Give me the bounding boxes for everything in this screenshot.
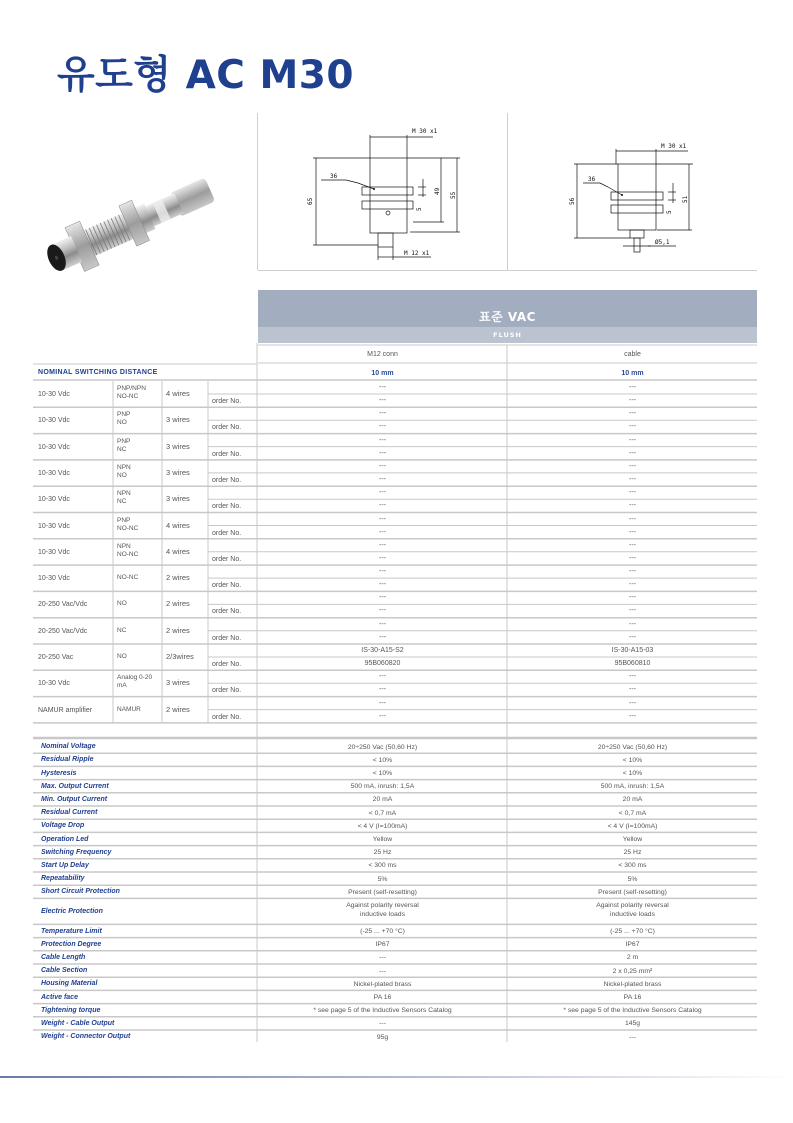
spec-label: Tightening torque xyxy=(41,1006,101,1014)
supply-voltage: 10-30 Vdc xyxy=(38,496,70,504)
model-cable: --- xyxy=(629,462,636,470)
nsd-value-cable: 10 mm xyxy=(621,370,644,377)
spec-value-connector: PA 16 xyxy=(373,994,392,1001)
supply-voltage: 10-30 Vdc xyxy=(38,575,70,583)
model-connector: --- xyxy=(379,410,386,418)
order-number-connector: --- xyxy=(379,712,386,720)
order-number-label: order No. xyxy=(212,634,242,642)
spec-value-cable: Against polarity reversal inductive loads xyxy=(596,902,669,919)
order-number-cable: --- xyxy=(629,686,636,694)
model-cable: --- xyxy=(629,384,636,391)
spec-label: Cable Length xyxy=(41,953,86,961)
spec-value-connector: 20 mA xyxy=(372,796,393,804)
order-number-connector: --- xyxy=(379,475,386,483)
dim-cable-diameter: Ø5,1 xyxy=(655,239,670,246)
supply-voltage: 10-30 Vdc xyxy=(38,522,70,530)
order-number-cable: --- xyxy=(629,449,636,457)
dim-thread: M 30 x1 xyxy=(412,128,438,135)
spec-value-connector: Against polarity reversal inductive loads xyxy=(346,902,419,919)
spec-value-connector: --- xyxy=(379,1020,386,1028)
spec-value-cable: Present (self-resetting) xyxy=(598,888,667,896)
order-number-label: order No. xyxy=(212,608,242,616)
dim-hex: 36 xyxy=(588,176,596,183)
model-connector: --- xyxy=(379,436,386,444)
spec-label: Operation Led xyxy=(41,835,89,843)
spec-label: Temperature Limit xyxy=(41,927,102,935)
order-number-cable: --- xyxy=(629,712,636,720)
output-type: NPN NO-NC xyxy=(117,542,139,558)
model-connector: --- xyxy=(379,384,386,391)
output-type: PNP NO-NC xyxy=(117,516,139,532)
output-type: PNP/NPN NO-NC xyxy=(117,385,146,400)
model-cable: IS-30-A15-03 xyxy=(611,647,654,654)
spec-label: Switching Frequency xyxy=(41,848,112,856)
spec-value-cable: Nickel-plated brass xyxy=(603,980,662,988)
model-connector: --- xyxy=(379,568,386,576)
spec-value-cable: 500 mA, inrush: 1,5A xyxy=(600,783,665,791)
wire-count: 2/3wires xyxy=(166,652,194,661)
series-band: 표준 VAC xyxy=(258,290,757,327)
spec-label: Weight - Connector Output xyxy=(41,1033,131,1041)
spec-value-cable: 25 Hz xyxy=(623,849,642,857)
nominal-switching-distance-label: NOMINAL SWITCHING DISTANCE xyxy=(38,369,158,376)
model-connector: --- xyxy=(379,462,386,470)
order-number-connector: --- xyxy=(379,554,386,562)
model-connector: --- xyxy=(379,541,386,549)
model-connector: --- xyxy=(379,699,386,707)
model-cable: --- xyxy=(629,541,636,549)
spec-value-connector: (-25 ... +70 °C) xyxy=(360,928,405,935)
output-type: PNP NC xyxy=(117,437,131,453)
model-cable: --- xyxy=(629,594,636,602)
dim-connector-thread: M 12 x1 xyxy=(404,250,430,257)
order-number-label: order No. xyxy=(212,687,242,695)
order-number-cable: --- xyxy=(629,528,636,536)
supply-voltage: 10-30 Vdc xyxy=(38,443,70,451)
supply-voltage: 10-30 Vdc xyxy=(38,680,70,688)
spec-value-cable: < 10% xyxy=(622,770,643,777)
spec-label: Hysteresis xyxy=(41,769,77,777)
supply-voltage: 10-30 Vdc xyxy=(38,548,70,556)
order-number-cable: --- xyxy=(629,554,636,562)
spec-value-cable: (-25 ... +70 °C) xyxy=(610,928,655,935)
supply-voltage: 20-250 Vac xyxy=(38,654,74,661)
output-type: PNP NO xyxy=(117,411,131,427)
order-number-label: order No. xyxy=(212,476,242,484)
spec-value-connector: Yellow xyxy=(372,836,393,843)
spec-value-connector: < 0,7 mA xyxy=(368,809,397,817)
dim-thread-length: 49 xyxy=(434,187,441,195)
supply-voltage: 10-30 Vdc xyxy=(38,417,70,425)
order-number-connector: 95B060820 xyxy=(364,660,401,667)
supply-voltage: 20-250 Vac/Vdc xyxy=(38,627,88,635)
spec-value-cable: 5% xyxy=(627,875,638,883)
model-cable: --- xyxy=(629,699,636,707)
spec-value-connector: 5% xyxy=(377,875,388,883)
spec-value-connector: 20÷250 Vac (50,60 Hz) xyxy=(347,743,418,751)
order-number-connector: --- xyxy=(379,423,386,431)
spec-value-cable: IP67 xyxy=(625,941,640,949)
spec-value-cable: 20÷250 Vac (50,60 Hz) xyxy=(597,743,668,751)
spec-label: Cable Section xyxy=(41,967,88,975)
supply-voltage: 10-30 Vdc xyxy=(38,391,70,398)
output-type: NO xyxy=(117,600,127,608)
order-number-label: order No. xyxy=(212,529,242,537)
spec-value-connector: IP67 xyxy=(375,941,390,949)
output-type: NC xyxy=(117,626,127,634)
column-header-connector: M12 conn xyxy=(367,351,398,358)
model-cable: --- xyxy=(629,410,636,418)
spec-value-cable: < 10% xyxy=(622,756,643,764)
spec-label: Min. Output Current xyxy=(41,795,108,803)
model-cable: --- xyxy=(629,568,636,576)
model-connector: IS-30-A15-S2 xyxy=(361,647,404,654)
spec-value-connector: --- xyxy=(379,967,386,975)
spec-value-connector: 95g xyxy=(376,1033,389,1041)
model-cable: --- xyxy=(629,436,636,444)
mounting-band: FLUSH xyxy=(258,327,757,343)
order-number-cable: --- xyxy=(629,607,636,615)
wire-count: 3 wires xyxy=(166,415,190,425)
spec-value-cable: < 300 ms xyxy=(618,862,647,870)
spec-value-connector: --- xyxy=(379,954,386,962)
order-number-connector: --- xyxy=(379,449,386,457)
column-header-cable: cable xyxy=(624,351,641,358)
dim-nut: 5 xyxy=(666,210,673,214)
order-number-connector: --- xyxy=(379,581,386,589)
wire-count: 2 wires xyxy=(166,599,190,609)
model-connector: --- xyxy=(379,515,386,523)
order-number-cable: --- xyxy=(629,475,636,483)
model-connector: --- xyxy=(379,673,386,681)
order-number-label: order No. xyxy=(212,398,242,405)
spec-label: Short Circuit Protection xyxy=(41,888,120,896)
supply-voltage: NAMUR amplifier xyxy=(38,706,93,714)
spec-value-cable: --- xyxy=(629,1033,636,1041)
output-type: NPN NO xyxy=(117,463,131,479)
output-type: NO-NC xyxy=(117,574,139,582)
model-connector: --- xyxy=(379,620,386,628)
dim-thread: M 30 x1 xyxy=(661,143,687,150)
order-number-connector: --- xyxy=(379,686,386,694)
order-number-connector: --- xyxy=(379,502,386,510)
spec-value-connector: * see page 5 of the Inductive Sensors Catalog xyxy=(313,1007,452,1015)
order-number-cable: --- xyxy=(629,581,636,589)
order-number-label: order No. xyxy=(212,503,242,511)
order-number-label: order No. xyxy=(212,661,242,668)
model-cable: --- xyxy=(629,489,636,497)
dim-body-length: 55 xyxy=(450,191,457,199)
spec-label: Housing Material xyxy=(41,980,98,988)
spec-label: Residual Current xyxy=(41,809,98,817)
order-number-connector: --- xyxy=(379,607,386,615)
wire-count: 2 wires xyxy=(166,704,190,714)
wire-count: 3 wires xyxy=(166,678,190,688)
spec-value-connector: < 300 ms xyxy=(368,862,397,870)
order-number-connector: --- xyxy=(379,528,386,536)
order-number-cable: --- xyxy=(629,397,636,404)
order-number-cable: --- xyxy=(629,423,636,431)
spec-label: Active face xyxy=(41,993,78,1001)
order-number-label: order No. xyxy=(212,424,242,432)
page-title: 유도형 AC M30 xyxy=(57,53,355,98)
spec-value-cable: 145g xyxy=(624,1020,641,1028)
spec-value-connector: 500 mA, inrush: 1,5A xyxy=(350,783,415,791)
spec-value-cable: 2 m xyxy=(626,954,639,962)
footer-rule xyxy=(0,1076,793,1078)
spec-label: Weight - Cable Output xyxy=(41,1019,115,1027)
spec-value-connector: Nickel-plated brass xyxy=(353,980,412,988)
wire-count: 4 wires xyxy=(166,546,190,556)
dim-total-length: 56 xyxy=(569,197,576,205)
spec-label: Start Up Delay xyxy=(41,861,89,869)
order-number-label: order No. xyxy=(212,450,242,458)
supply-voltage: 20-250 Vac/Vdc xyxy=(38,601,88,609)
wire-count: 4 wires xyxy=(166,520,190,530)
order-number-connector: --- xyxy=(379,397,386,404)
order-number-label: order No. xyxy=(212,555,242,563)
spec-label: Electric Protection xyxy=(41,907,103,915)
order-number-cable: 95B060810 xyxy=(614,660,651,667)
spec-value-connector: < 4 V (I=100mA) xyxy=(357,822,408,830)
wire-count: 2 wires xyxy=(166,573,190,583)
spec-label: Repeatability xyxy=(41,875,85,883)
nsd-value-connector: 10 mm xyxy=(371,370,394,377)
spec-value-cable: * see page 5 of the Inductive Sensors Catalog xyxy=(563,1007,702,1015)
order-number-cable: --- xyxy=(629,502,636,510)
order-number-connector: --- xyxy=(379,633,386,641)
supply-voltage: 10-30 Vdc xyxy=(38,469,70,477)
spec-label: Nominal Voltage xyxy=(41,743,96,751)
order-number-label: order No. xyxy=(212,713,242,721)
model-connector: --- xyxy=(379,489,386,497)
wire-count: 3 wires xyxy=(166,494,190,504)
spec-value-cable: < 0,7 mA xyxy=(618,809,647,817)
model-cable: --- xyxy=(629,515,636,523)
dim-total-length: 65 xyxy=(307,197,314,205)
spec-value-cable: 20 mA xyxy=(622,796,643,804)
wire-count: 3 wires xyxy=(166,441,190,451)
order-number-label: order No. xyxy=(212,582,242,590)
spec-value-cable: PA 16 xyxy=(623,994,642,1001)
spec-label: Protection Degree xyxy=(41,940,102,948)
dim-hex: 36 xyxy=(330,173,338,180)
spec-value-cable: < 4 V (I=100mA) xyxy=(607,822,658,830)
spec-value-connector: < 10% xyxy=(372,770,393,777)
spec-label: Voltage Drop xyxy=(41,822,85,830)
spec-value-cable: Yellow xyxy=(622,836,643,843)
output-type: NO xyxy=(117,653,127,660)
spec-value-connector: Present (self-resetting) xyxy=(348,888,417,896)
wire-count: 2 wires xyxy=(166,625,190,635)
dim-body-length: 51 xyxy=(682,195,689,203)
dim-nut: 5 xyxy=(416,207,423,211)
order-number-cable: --- xyxy=(629,633,636,641)
wire-count: 3 wires xyxy=(166,467,190,477)
model-connector: --- xyxy=(379,594,386,602)
spec-value-connector: 25 Hz xyxy=(373,849,392,857)
model-cable: --- xyxy=(629,620,636,628)
model-cable: --- xyxy=(629,673,636,681)
output-type: NPN NC xyxy=(117,490,131,506)
output-type: Analog 0-20 mA xyxy=(117,674,153,690)
spec-label: Max. Output Current xyxy=(41,782,109,790)
spec-label: Residual Ripple xyxy=(41,756,94,764)
wire-count: 4 wires xyxy=(166,389,190,398)
output-type: NAMUR xyxy=(117,705,141,713)
spec-value-cable: 2 x 0,25 mm² xyxy=(612,967,653,975)
spec-value-connector: < 10% xyxy=(372,756,393,764)
